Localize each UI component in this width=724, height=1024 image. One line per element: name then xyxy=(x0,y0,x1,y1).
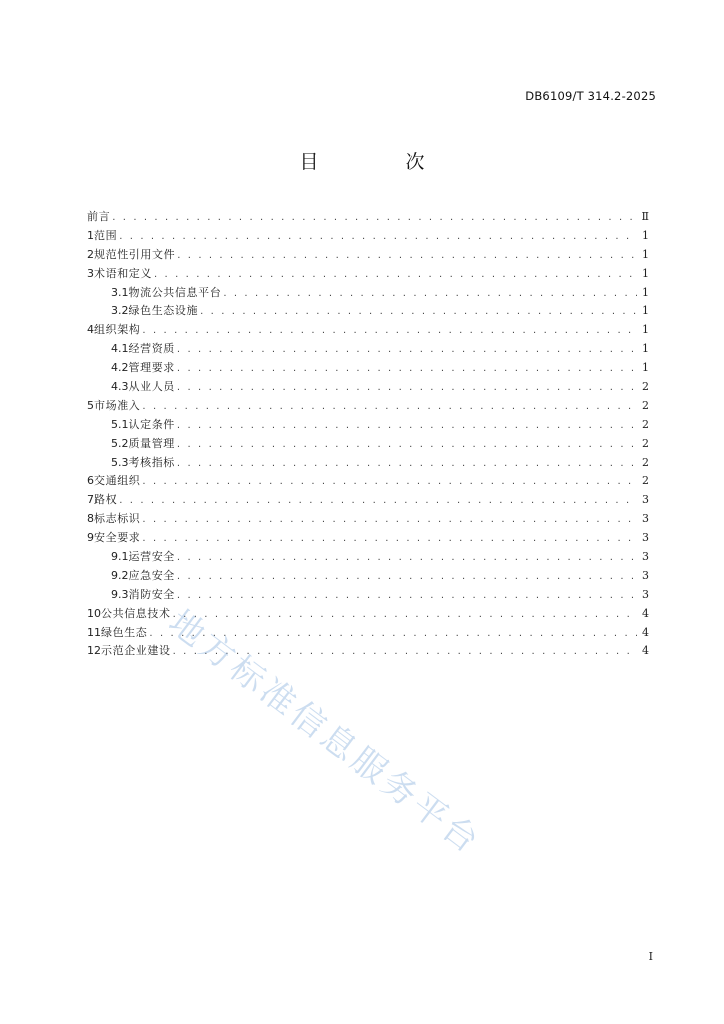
watermark: 地方标准信息服务平台 xyxy=(161,602,489,864)
toc-entry-page: 2 xyxy=(642,455,649,469)
toc-entry-page: 2 xyxy=(642,436,649,450)
toc-entry-label: 经营资质 xyxy=(128,342,175,356)
toc-entry[interactable] xyxy=(87,472,649,491)
toc-entry[interactable] xyxy=(87,491,649,510)
toc-entry-number: 3.1 xyxy=(111,285,129,299)
toc-dot-leader xyxy=(177,382,637,393)
toc-dot-leader xyxy=(177,439,637,450)
toc-entry-label: 交通组织 xyxy=(94,474,141,488)
toc-entry-label: 从业人员 xyxy=(128,380,175,394)
toc-entry-page: 1 xyxy=(642,285,649,299)
toc-entry-label: 前言 xyxy=(87,210,111,223)
toc-entry-label: 标志标识 xyxy=(94,512,141,526)
toc-entry-page: 2 xyxy=(642,474,649,488)
toc-entry-number: 5.3 xyxy=(111,455,129,469)
toc-entry-page: 1 xyxy=(642,266,649,280)
toc-entry-label: 运营安全 xyxy=(128,550,175,564)
toc-entry[interactable] xyxy=(87,321,649,340)
toc-entry-label: 应急安全 xyxy=(128,568,175,582)
toc-entry-page: 2 xyxy=(642,398,649,412)
toc-entry-label: 公共信息技术 xyxy=(101,606,171,620)
toc-entry-page: 2 xyxy=(642,417,649,431)
toc-entry[interactable] xyxy=(87,454,649,473)
toc-entry[interactable] xyxy=(87,227,649,246)
toc-dot-leader xyxy=(142,476,637,487)
toc-entry-number: 4.3 xyxy=(111,380,129,394)
toc-entry-page: 4 xyxy=(642,606,649,620)
toc-entry[interactable] xyxy=(87,548,649,567)
toc-dot-leader xyxy=(119,231,637,242)
toc-entry[interactable] xyxy=(87,567,649,586)
toc-entry-page: 1 xyxy=(642,228,649,242)
toc-dot-leader xyxy=(200,306,637,317)
page-number: Ⅰ xyxy=(648,950,653,963)
toc-entry[interactable] xyxy=(87,246,649,265)
toc-entry-label: 绿色生态 xyxy=(101,625,148,639)
toc-entry[interactable] xyxy=(87,435,649,454)
toc-dot-leader xyxy=(177,250,637,261)
toc-entry-number: 8 xyxy=(87,512,94,526)
toc-entry-number: 10 xyxy=(87,606,101,620)
toc-entry[interactable] xyxy=(87,529,649,548)
toc-entry-label: 术语和定义 xyxy=(94,266,152,280)
toc-dot-leader xyxy=(173,609,637,620)
toc-dot-leader xyxy=(142,325,637,336)
toc-entry[interactable] xyxy=(87,586,649,605)
toc-entry[interactable] xyxy=(87,378,649,397)
toc-entry-number: 4.1 xyxy=(111,342,129,356)
toc-dot-leader xyxy=(142,401,637,412)
toc-entry[interactable] xyxy=(87,642,649,661)
toc-entry[interactable] xyxy=(87,302,649,321)
toc-entry-number: 9 xyxy=(87,531,94,545)
toc-entry[interactable] xyxy=(87,265,649,284)
toc-entry-label: 市场准入 xyxy=(94,398,141,412)
toc-entry-number: 7 xyxy=(87,493,94,507)
toc-list xyxy=(87,208,649,661)
toc-entry-number: 2 xyxy=(87,247,94,261)
toc-entry-label: 认定条件 xyxy=(128,417,175,431)
toc-entry[interactable] xyxy=(87,605,649,624)
toc-entry-number: 5 xyxy=(87,398,94,412)
toc-dot-leader xyxy=(142,514,637,525)
toc-entry-label: 规范性引用文件 xyxy=(94,247,176,261)
toc-entry-number: 12 xyxy=(87,644,101,658)
toc-entry[interactable] xyxy=(87,510,649,529)
toc-entry[interactable] xyxy=(87,284,649,303)
toc-entry-label: 范围 xyxy=(94,228,118,242)
toc-entry-label: 示范企业建设 xyxy=(101,644,171,658)
toc-entry-number: 5.1 xyxy=(111,417,129,431)
toc-dot-leader xyxy=(177,363,637,374)
toc-dot-leader xyxy=(177,344,637,355)
toc-dot-leader xyxy=(177,420,637,431)
toc-entry-page: 3 xyxy=(642,568,649,582)
toc-entry-page: 3 xyxy=(642,512,649,526)
toc-title: 目 次 xyxy=(299,151,459,173)
toc-entry-number: 11 xyxy=(87,625,101,639)
toc-entry-page: 4 xyxy=(642,644,649,658)
toc-entry-number: 3 xyxy=(87,266,94,280)
toc-entry-page: 3 xyxy=(642,493,649,507)
toc-entry-page: 1 xyxy=(642,361,649,375)
toc-entry[interactable] xyxy=(87,397,649,416)
toc-entry-number: 1 xyxy=(87,228,94,242)
toc-entry-number: 9.3 xyxy=(111,587,129,601)
toc-entry-number: 4 xyxy=(87,323,94,337)
toc-entry-label: 考核指标 xyxy=(128,455,175,469)
toc-dot-leader xyxy=(149,628,637,639)
toc-dot-leader xyxy=(177,590,637,601)
toc-entry-label: 物流公共信息平台 xyxy=(128,285,222,299)
toc-entry-label: 组织架构 xyxy=(94,323,141,337)
toc-entry[interactable] xyxy=(87,359,649,378)
toc-entry-page: 3 xyxy=(642,531,649,545)
toc-dot-leader xyxy=(112,212,637,223)
toc-dot-leader xyxy=(223,288,637,299)
toc-entry-number: 9.1 xyxy=(111,550,129,564)
standard-code: DB6109/T 314.2-2025 xyxy=(525,89,656,103)
toc-entry-label: 绿色生态设施 xyxy=(128,304,199,318)
toc-dot-leader xyxy=(173,646,637,657)
toc-entry-page: 3 xyxy=(642,550,649,564)
toc-entry[interactable] xyxy=(87,624,649,643)
toc-dot-leader xyxy=(154,269,637,280)
toc-dot-leader xyxy=(119,495,637,506)
toc-entry-label: 消防安全 xyxy=(128,587,175,601)
toc-entry-page: 1 xyxy=(642,304,649,318)
toc-entry-page: 2 xyxy=(642,380,649,394)
toc-entry-label: 管理要求 xyxy=(128,361,175,375)
toc-entry[interactable] xyxy=(87,416,649,435)
toc-entry-page: 1 xyxy=(642,342,649,356)
toc-entry-label: 安全要求 xyxy=(94,531,141,545)
toc-entry-number: 4.2 xyxy=(111,361,129,375)
toc-entry[interactable] xyxy=(87,208,649,227)
toc-dot-leader xyxy=(177,458,637,469)
toc-dot-leader xyxy=(142,533,637,544)
toc-entry-label: 质量管理 xyxy=(128,436,175,450)
toc-dot-leader xyxy=(177,571,637,582)
toc-entry-label: 路权 xyxy=(94,493,118,507)
toc-entry-number: 5.2 xyxy=(111,436,129,450)
toc-dot-leader xyxy=(177,552,637,563)
toc-entry-number: 6 xyxy=(87,474,94,488)
toc-entry-number: 3.2 xyxy=(111,304,129,318)
toc-entry[interactable] xyxy=(87,340,649,359)
toc-entry-page: 1 xyxy=(642,323,649,337)
toc-entry-page: 3 xyxy=(642,587,649,601)
toc-entry-number: 9.2 xyxy=(111,568,129,582)
toc-entry-page: 1 xyxy=(642,247,649,261)
toc-entry-page: Ⅱ xyxy=(641,210,649,223)
toc-entry-page: 4 xyxy=(642,625,649,639)
